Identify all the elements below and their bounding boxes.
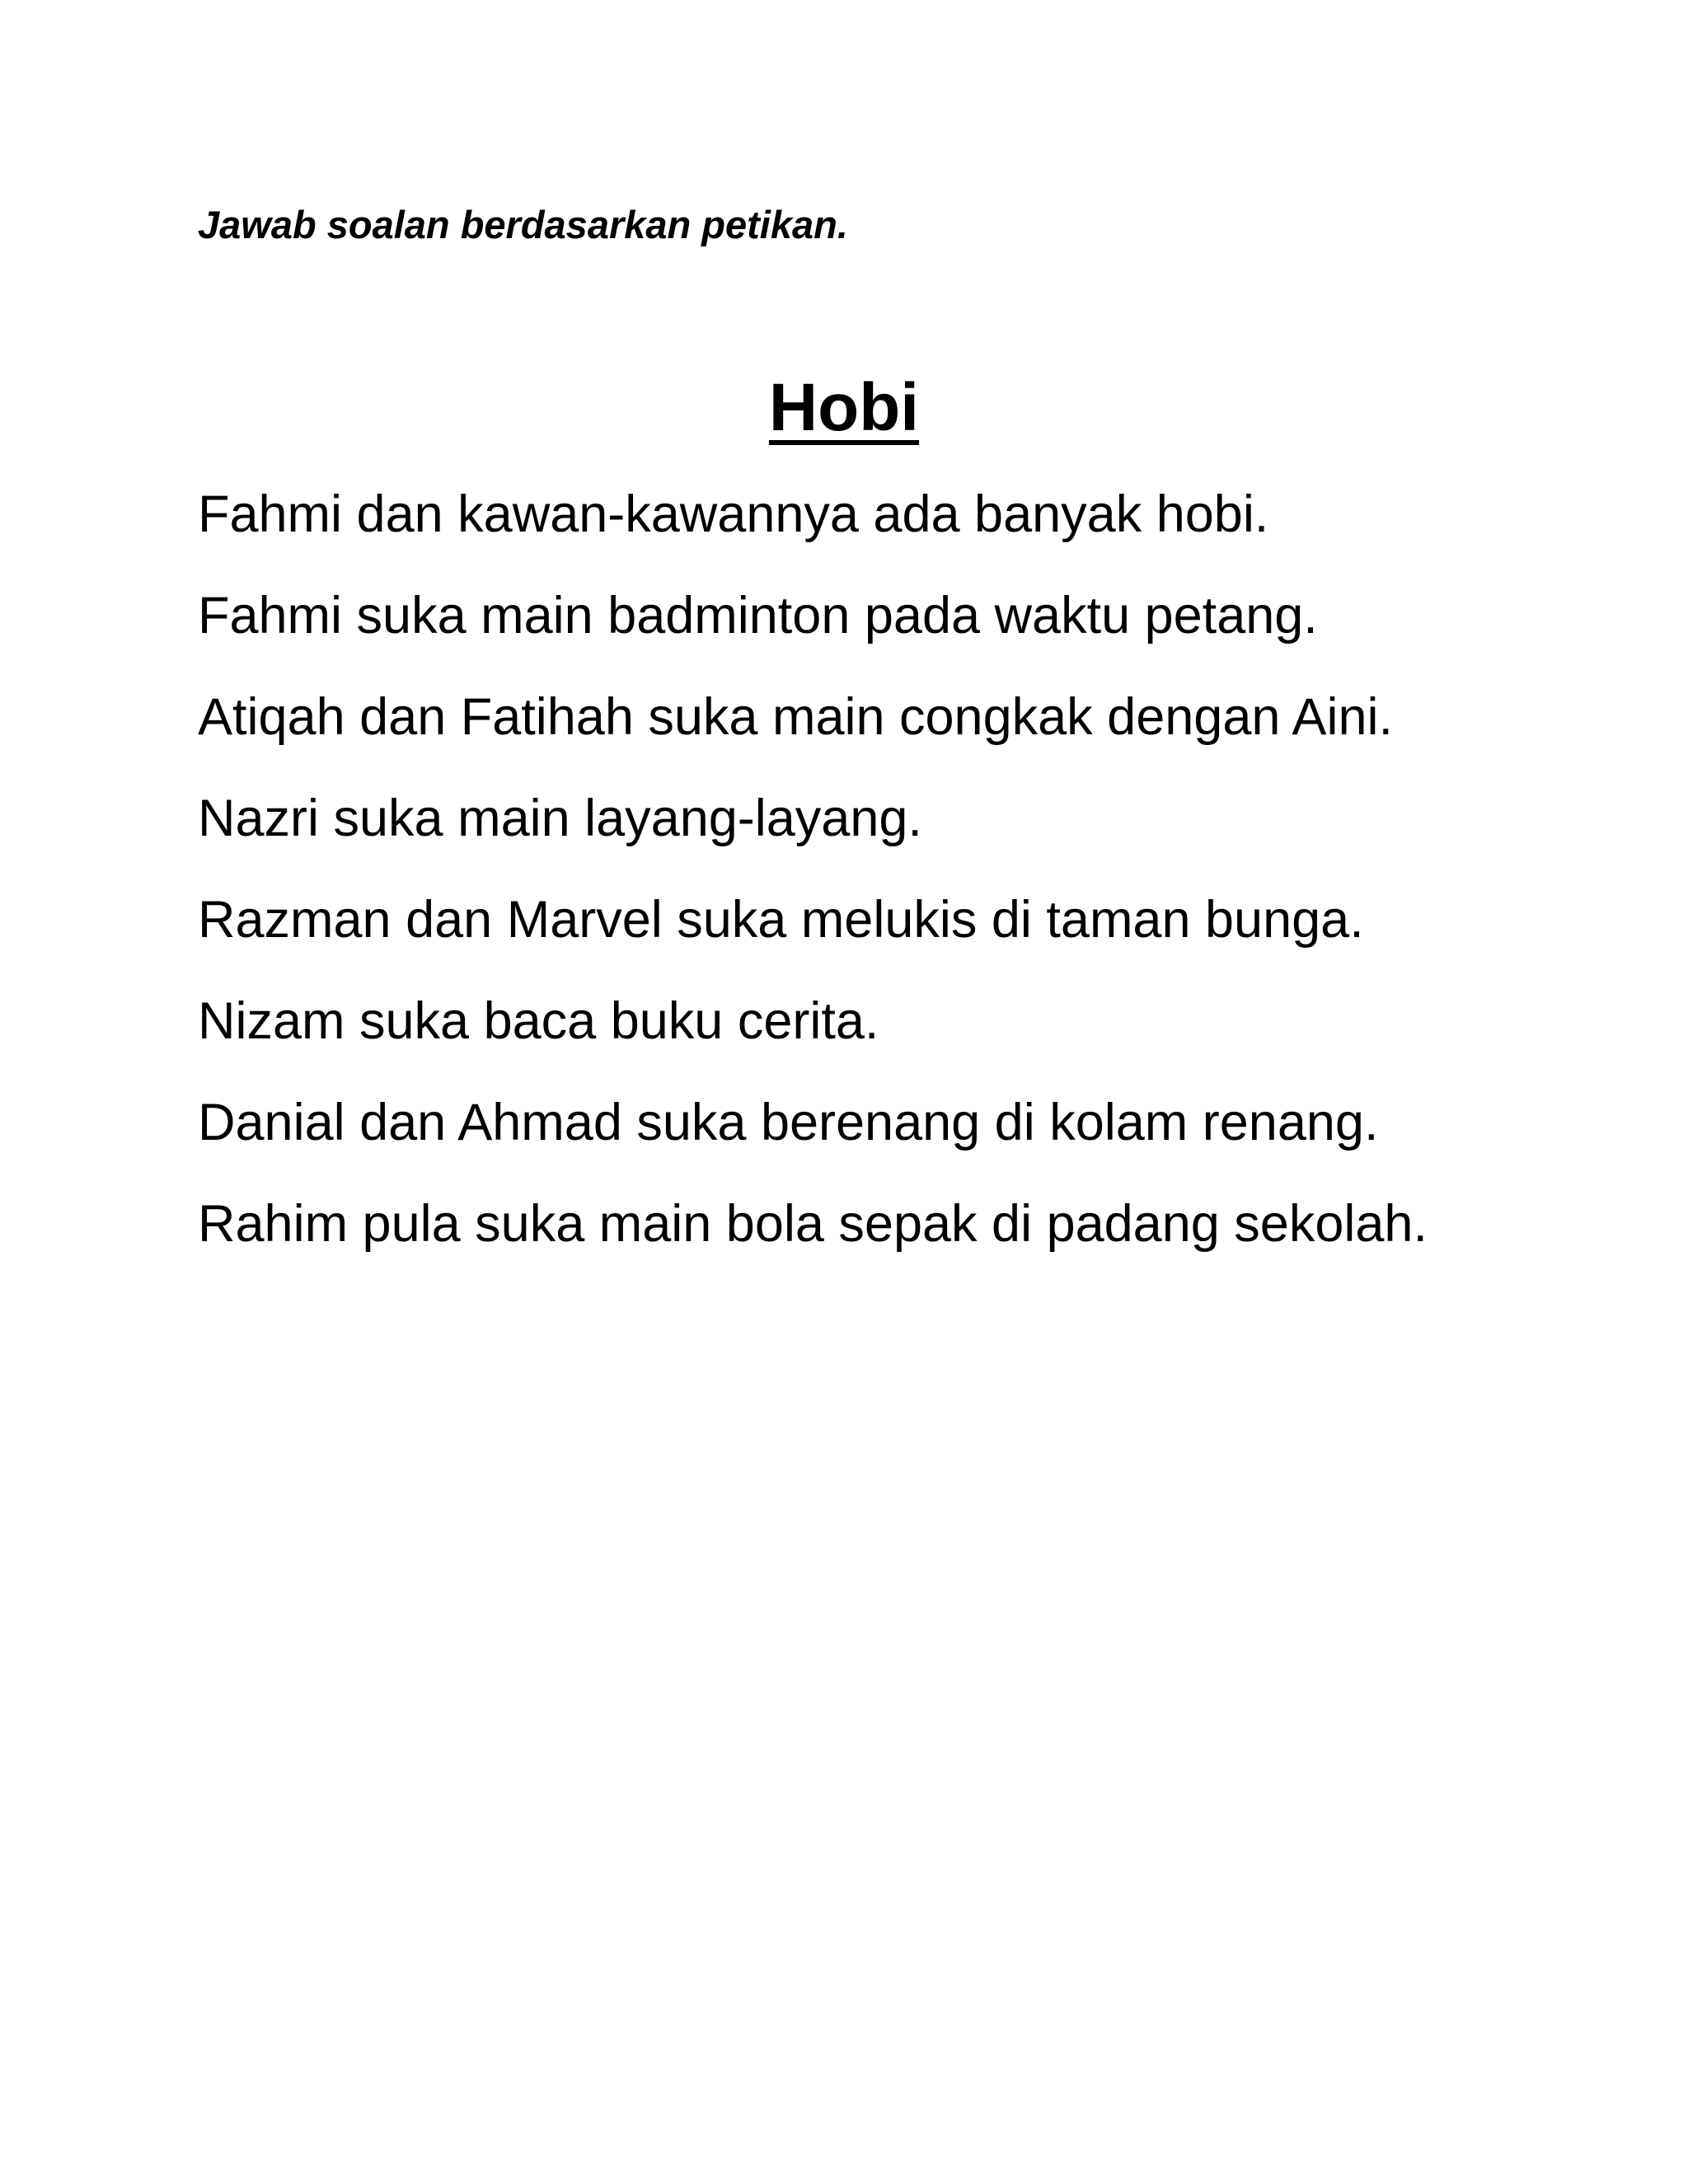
passage-line: Razman dan Marvel suka melukis di taman bunga.	[198, 891, 1364, 949]
passage-title: Hobi	[768, 370, 920, 445]
passage-line: Fahmi dan kawan-kawannya ada banyak hobi.	[198, 485, 1269, 543]
passage-line: Nizam suka baca buku cerita.	[198, 992, 879, 1050]
instruction-text: Jawab soalan berdasarkan petikan.	[198, 203, 848, 246]
passage	[198, 478, 1488, 1289]
passage-line: Danial dan Ahmad suka berenang di kolam renang.	[198, 1094, 1379, 1151]
passage-line: Fahmi suka main badminton pada waktu petang.	[198, 587, 1318, 644]
passage-line: Nazri suka main layang-layang.	[198, 790, 922, 847]
passage-line: Atiqah dan Fatihah suka main congkak dengan Aini.	[198, 688, 1393, 746]
passage-line: Rahim pula suka main bola sepak di padang sekolah.	[198, 1195, 1428, 1253]
